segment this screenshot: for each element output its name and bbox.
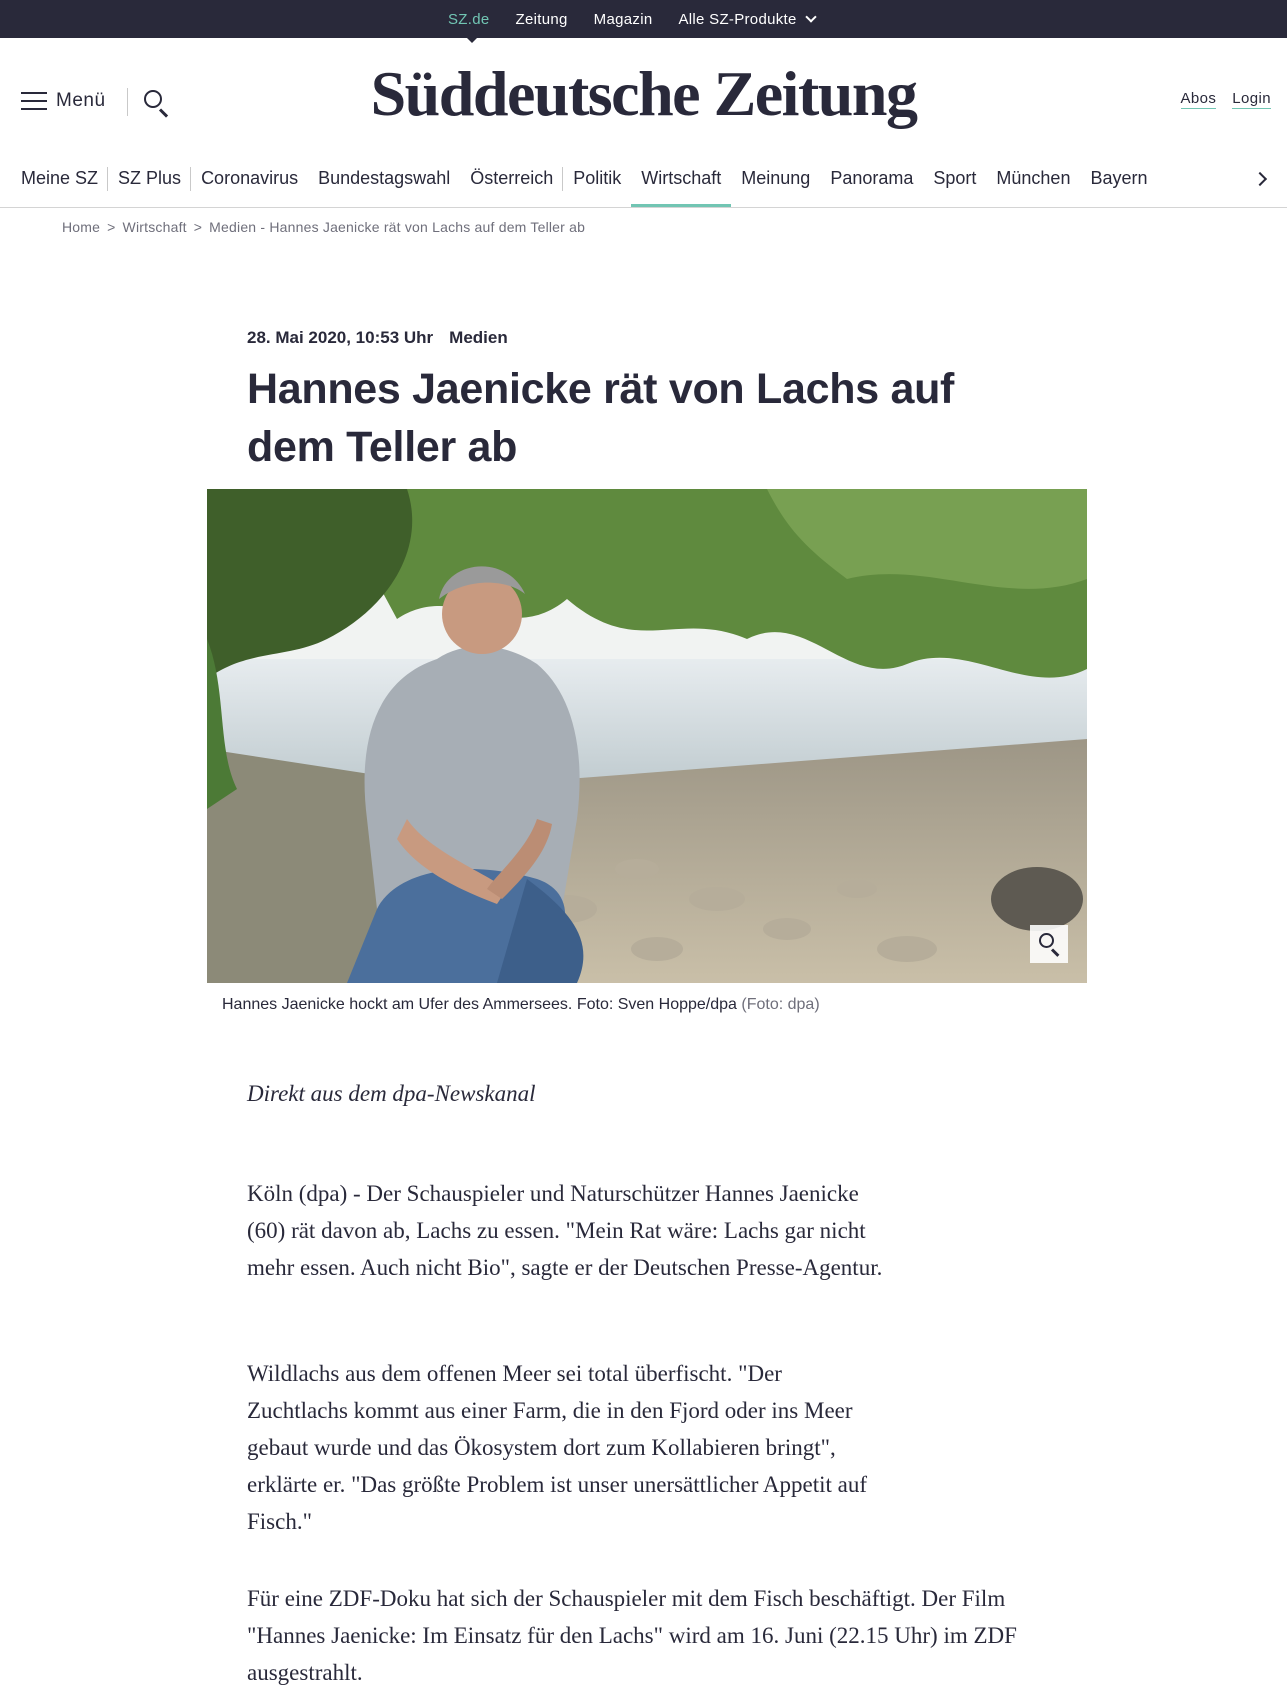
photo-illustration	[207, 489, 1087, 983]
topbar-link-all-products-label: Alle SZ-Produkte	[678, 10, 797, 28]
photo-caption	[222, 996, 820, 1014]
article-paragraph: Für eine ZDF-Doku hat sich der Schauspieler mit dem Fisch beschäftigt. Der Film "Hannes Jaenicke: Im Einsatz für den Lachs" wird am 16. Juni (22.15 Uhr) im ZDF ausgestrahlt.	[247, 1586, 1017, 1685]
topbar-link-magazin[interactable]: Magazin	[593, 10, 653, 28]
breadcrumb-wirtschaft[interactable]: Wirtschaft	[122, 219, 187, 235]
nav-item-sz-plus[interactable]: SZ Plus	[108, 150, 191, 206]
topbar-link-zeitung[interactable]: Zeitung	[515, 10, 568, 28]
caption-text: Hannes Jaenicke hockt am Ufer des Ammersees. Foto: Sven Hoppe/dpa	[222, 996, 737, 1013]
nav-item-meinung[interactable]: Meinung	[741, 167, 811, 188]
site-logo[interactable]: Süddeutsche Zeitung	[370, 58, 917, 129]
article-date: 28. Mai 2020, 10:53 Uhr	[247, 328, 434, 347]
nav-item-panorama[interactable]: Panorama	[830, 167, 914, 188]
article-meta	[247, 328, 508, 348]
breadcrumb-separator: >	[107, 219, 116, 235]
abos-link[interactable]: Abos	[1180, 90, 1217, 107]
source-note: Direkt aus dem dpa-Newskanal	[247, 1081, 536, 1106]
account-links	[1181, 90, 1272, 109]
login-link[interactable]: Login	[1232, 90, 1271, 107]
nav-item-coronavirus[interactable]: Coronavirus	[201, 167, 299, 188]
article-paragraph: Köln (dpa) - Der Schauspieler und Naturschützer Hannes Jaenicke (60) rät davon ab, Lachs zu essen. "Mein Rat wäre: Lachs gar nicht mehr essen. Auch nicht Bio", sagte er der Deutschen Presse-Agentur.	[247, 1181, 883, 1280]
article-photo[interactable]	[207, 489, 1087, 983]
article-paragraph: Wildlachs aus dem offenen Meer sei total überfischt. "Der Zuchtlachs kommt aus einer Farm, die in den Fjord oder ins Meer gebaut wurde und das Ökosystem dort zum Kollabieren bringt", erklärte er. "Das größte Problem ist unser unersättlicher Appetit auf Fisch."	[247, 1361, 867, 1534]
nav-item-meine-sz[interactable]: Meine SZ	[11, 150, 108, 206]
nav-item-bayern[interactable]: Bayern	[1090, 167, 1148, 188]
header	[0, 38, 1287, 150]
topbar-link-szde[interactable]: SZ.de	[448, 10, 490, 28]
zoom-button[interactable]	[1030, 925, 1068, 963]
nav-item-wirtschaft[interactable]: Wirtschaft	[631, 149, 731, 207]
main-nav	[0, 150, 1287, 208]
article-headline: Hannes Jaenicke rät von Lachs auf dem Teller ab	[247, 365, 955, 471]
breadcrumb-separator: >	[193, 219, 203, 235]
nav-item-muenchen[interactable]: München	[996, 167, 1071, 188]
menu-label: Menü	[56, 90, 106, 111]
top-bar	[0, 0, 1287, 38]
nav-item-bundestagswahl[interactable]: Bundestagswahl	[318, 167, 451, 188]
nav-item-politik[interactable]: Politik	[573, 167, 622, 188]
breadcrumb-current: Medien - Hannes Jaenicke rät von Lachs auf dem Teller ab	[209, 219, 586, 235]
breadcrumb	[62, 219, 585, 235]
chevron-down-icon	[805, 11, 816, 22]
breadcrumb-home[interactable]: Home	[62, 219, 101, 235]
article-section[interactable]: Medien	[449, 328, 508, 347]
caption-credit: (Foto: dpa)	[741, 996, 820, 1013]
topbar-link-all-products[interactable]	[678, 11, 814, 28]
magnifier-icon	[1039, 933, 1054, 948]
nav-item-sport[interactable]: Sport	[933, 167, 977, 188]
nav-item-oesterreich[interactable]: Österreich	[460, 150, 563, 206]
